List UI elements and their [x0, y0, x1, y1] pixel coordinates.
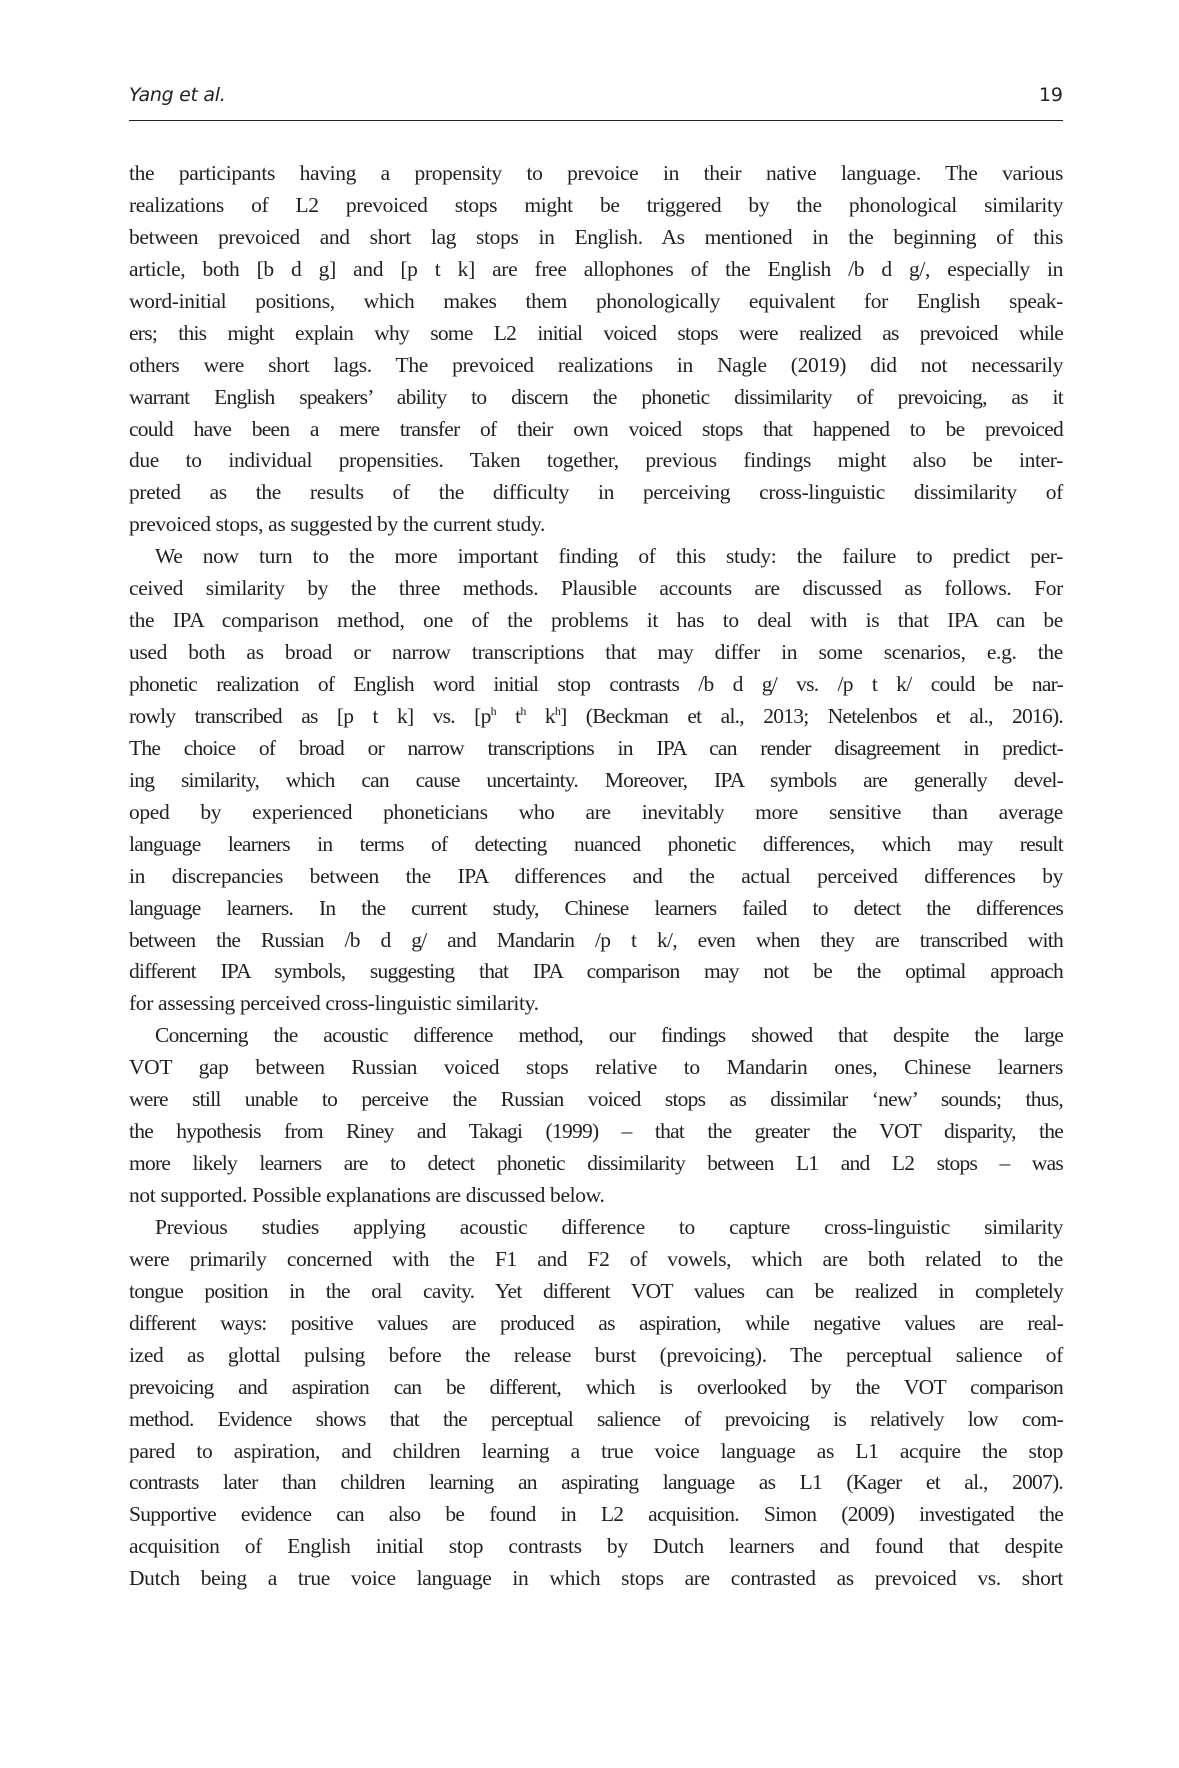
text-segment: ] (Beckman et al., 2013; Netelenbos et al., 2016). — [560, 703, 1063, 728]
text-line: Previous studies applying acoustic difference to capture cross-linguistic similarity — [155, 1214, 1063, 1239]
paragraph — [129, 1212, 1063, 1595]
paragraph — [129, 541, 1063, 1020]
text-line: not supported. Possible explanations are discussed below. — [129, 1183, 605, 1207]
text-line: Dutch being a true voice language in which stops are contrasted as prevoiced vs. short — [129, 1566, 1063, 1591]
text-line: for assessing perceived cross-linguistic similarity. — [129, 991, 539, 1016]
text-line: method. Evidence shows that the perceptual salience of prevoicing is relatively low com- — [129, 1406, 1063, 1431]
text-line: between prevoiced and short lag stops in English. As mentioned in the beginning of this — [129, 224, 1063, 249]
text-line: acquisition of English initial stop contrasts by Dutch learners and found that despite — [129, 1534, 1063, 1559]
text-line: used both as broad or narrow transcriptions that may differ in some scenarios, e.g. the — [129, 640, 1063, 665]
text-line: Concerning the acoustic difference method, our findings showed that despite the large — [155, 1023, 1063, 1048]
text-line: word-initial positions, which makes them phonologically equivalent for English speak- — [129, 288, 1063, 313]
page-number: 19 — [1038, 84, 1063, 106]
text-line: were primarily concerned with the F1 and F2 of vowels, which are both related to the — [129, 1246, 1063, 1271]
text-line: article, both [b d g] and [p t k] are free allophones of the English /b d g/, especially in — [129, 256, 1063, 281]
text-line: were still unable to perceive the Russian voiced stops as dissimilar ‘new’ sounds; thus, — [129, 1087, 1063, 1112]
text-line: contrasts later than children learning an aspirating language as L1 (Kager et al., 2007). — [129, 1470, 1063, 1495]
header-rule — [129, 120, 1063, 121]
text-line: language learners in terms of detecting nuanced phonetic differences, which may result — [129, 831, 1063, 856]
text-segment: t — [495, 703, 521, 728]
superscript-h: h — [520, 703, 526, 718]
running-header — [129, 84, 1063, 114]
text-line: VOT gap between Russian voiced stops relative to Mandarin ones, Chinese learners — [129, 1055, 1063, 1080]
text-line: pared to aspiration, and children learning a true voice language as L1 acquire the stop — [129, 1438, 1063, 1463]
text-line: prevoiced stops, as suggested by the current study. — [129, 512, 546, 537]
text-segment: rowly transcribed as [p t k] vs. [p — [129, 703, 491, 728]
text-line: between the Russian /b d g/ and Mandarin /p t k/, even when they are transcribed with — [129, 927, 1063, 952]
text-line: others were short lags. The prevoiced realizations in Nagle (2019) did not necessarily — [129, 352, 1063, 377]
text-line: due to individual propensities. Taken together, previous findings might also be inter- — [129, 448, 1063, 473]
text-line: different ways: positive values are produced as aspiration, while negative values are real- — [129, 1310, 1063, 1335]
text-segment: k — [525, 703, 555, 728]
text-line: in discrepancies between the IPA differences and the actual perceived differences by — [129, 863, 1063, 888]
text-line: realizations of L2 prevoiced stops might be triggered by the phonological similarity — [129, 192, 1063, 217]
text-line: Supportive evidence can also be found in L2 acquisition. Simon (2009) investigated the — [129, 1502, 1063, 1527]
text-line: phonetic realization of English word initial stop contrasts /b d g/ vs. /p t k/ could be nar- — [129, 672, 1063, 696]
text-line: the IPA comparison method, one of the problems it has to deal with is that IPA can be — [129, 608, 1063, 633]
text-line: different IPA symbols, suggesting that IPA comparison may not be the optimal approach — [129, 959, 1063, 984]
text-line: language learners. In the current study, Chinese learners failed to detect the differences — [129, 895, 1063, 920]
text-line: prevoicing and aspiration can be different, which is overlooked by the VOT comparison — [129, 1374, 1063, 1399]
paragraph — [129, 158, 1063, 541]
body-text — [129, 158, 1063, 1595]
text-line: ized as glottal pulsing before the release burst (prevoicing). The perceptual salience of — [129, 1342, 1063, 1367]
text-line: the hypothesis from Riney and Takagi (1999) – that the greater the VOT disparity, the — [129, 1119, 1063, 1144]
superscript-h: h — [490, 703, 496, 718]
text-line: ers; this might explain why some L2 initial voiced stops were realized as prevoiced while — [129, 320, 1063, 345]
text-line-narrow-transcription — [129, 701, 1063, 733]
paragraph — [129, 1020, 1063, 1212]
superscript-h: h — [554, 703, 561, 718]
text-line: warrant English speakers’ ability to discern the phonetic dissimilarity of prevoicing, as it — [129, 384, 1063, 409]
text-line: The choice of broad or narrow transcriptions in IPA can render disagreement in predict- — [129, 735, 1063, 760]
text-line: We now turn to the more important finding of this study: the failure to predict per- — [155, 544, 1063, 569]
text-line: could have been a mere transfer of their own voiced stops that happened to be prevoiced — [129, 416, 1063, 441]
text-line: ceived similarity by the three methods. Plausible accounts are discussed as follows. For — [129, 576, 1063, 601]
text-line: oped by experienced phoneticians who are inevitably more sensitive than average — [129, 799, 1063, 824]
running-head-authors: Yang et al. — [129, 84, 226, 106]
text-line: preted as the results of the difficulty in perceiving cross-linguistic dissimilarity of — [129, 480, 1063, 505]
text-line: more likely learners are to detect phonetic dissimilarity between L1 and L2 stops – was — [129, 1151, 1063, 1176]
text-line: the participants having a propensity to prevoice in their native language. The various — [129, 161, 1063, 185]
text-line: ing similarity, which can cause uncertainty. Moreover, IPA symbols are generally devel- — [129, 767, 1063, 792]
text-line: tongue position in the oral cavity. Yet different VOT values can be realized in completely — [129, 1278, 1063, 1303]
